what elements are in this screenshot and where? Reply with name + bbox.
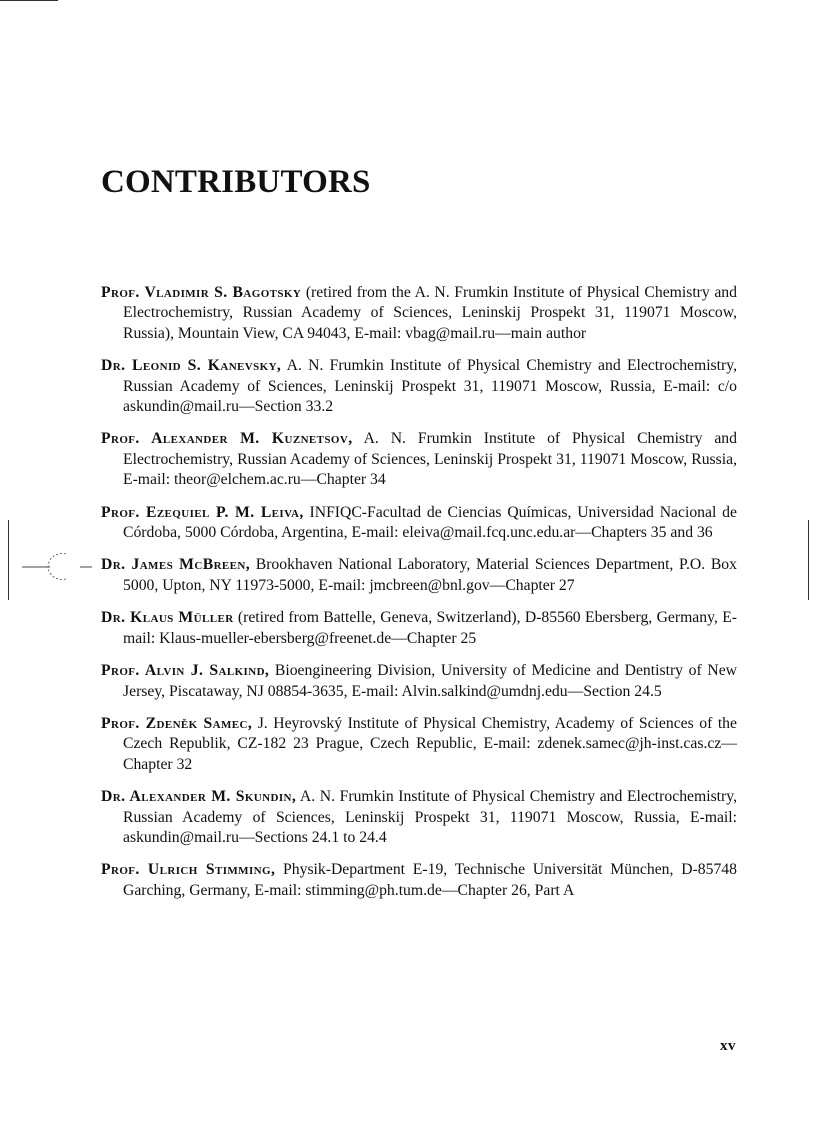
contributor-entry <box>101 429 737 490</box>
contributor-entry <box>101 503 737 544</box>
contributor-details: (retired from Battelle, Geneva, Switzerland), D-85560 Ebersberg, Germany, E-mail: Klaus-mueller-ebersberg@freenet.de—Chapter 25 <box>123 609 737 647</box>
crop-mark-top <box>0 0 58 1</box>
contributor-name: Dr. James McBreen, <box>101 556 251 574</box>
contributor-entry <box>101 283 737 344</box>
crop-mark-left <box>8 520 9 600</box>
page-number: xv <box>720 1038 736 1054</box>
contributor-details: A. N. Frumkin Institute of Physical Chemistry and Electrochemistry, Russian Academy of Sciences, Leninskij Prospekt 31, 119071 Moscow, Russia, E-mail: theor@elchem.ac.ru—Chapter 34 <box>123 430 737 489</box>
page-title: CONTRIBUTORS <box>101 164 371 200</box>
contributor-entry <box>101 860 737 901</box>
contributor-name: Dr. Leonid S. Kanevsky, <box>101 357 282 375</box>
contributor-entry <box>101 661 737 702</box>
contributor-details: Physik-Department E-19, Technische Universität München, D-85748 Garching, Germany, E-mail: stimming@ph.tum.de—Chapter 26, Part A <box>123 861 737 899</box>
contributor-details: A. N. Frumkin Institute of Physical Chemistry and Electrochemistry, Russian Academy of Sciences, Leninskij Prospekt 31, 119071 Moscow, Russia, E-mail: c/o askundin@mail.ru—Section 33.2 <box>123 357 737 416</box>
contributor-entry <box>101 356 737 417</box>
contributor-name: Dr. Klaus Müller <box>101 609 234 627</box>
contributor-details: INFIQC-Facultad de Ciencias Químicas, Universidad Nacional de Córdoba, 5000 Córdoba, Argentina, E-mail: eleiva@mail.fcq.unc.edu.ar—Chapters 35 and 36 <box>123 503 737 542</box>
contributor-name: Prof. Alvin J. Salkind, <box>101 662 270 680</box>
contributor-name: Prof. Vladimir S. Bagotsky <box>101 284 302 301</box>
registration-mark-icon <box>22 548 94 582</box>
contributor-name: Prof. Alexander M. Kuznetsov, <box>101 430 353 448</box>
contributor-details: J. Heyrovský Institute of Physical Chemistry, Academy of Sciences of the Czech Republik, CZ-182 23 Prague, Czech Republic, E-mail: zdenek.samec@jh-inst.cas.cz—Chapter 32 <box>123 714 737 773</box>
contributor-entry <box>101 787 737 848</box>
contributor-details: (retired from the A. N. Frumkin Institute of Physical Chemistry and Electrochemistry, Russian Academy of Sciences, Leninskij Prospekt 31, 119071 Moscow, Russia), Mountain View, CA 94043, E-mail: vbag@mail.ru—main author <box>123 284 737 342</box>
contributor-name: Dr. Alexander M. Skundin, <box>101 788 297 806</box>
contributor-entry <box>101 555 737 596</box>
contributor-details: A. N. Frumkin Institute of Physical Chemistry and Electrochemistry, Russian Academy of Sciences, Leninskij Prospekt 31, 119071 Moscow, Russia, E-mail: askundin@mail.ru—Sections 24.1 to 24.4 <box>123 788 737 846</box>
contributor-details: Bioengineering Division, University of Medicine and Dentistry of New Jersey, Piscataway, NJ 08854-3635, E-mail: Alvin.salkind@umdnj.edu—Section 24.5 <box>123 662 737 700</box>
crop-mark-right <box>808 520 809 600</box>
contributor-entry <box>101 608 737 649</box>
contributor-name: Prof. Ezequiel P. M. Leiva, <box>101 503 304 521</box>
contributor-entry <box>101 714 737 775</box>
contributor-name: Prof. Zdeněk Samec, <box>101 714 253 732</box>
contributor-name: Prof. Ulrich Stimming, <box>101 861 276 879</box>
contributor-list <box>101 283 737 913</box>
contributor-details: Brookhaven National Laboratory, Material Sciences Department, P.O. Box 5000, Upton, NY 11973-5000, E-mail: jmcbreen@bnl.gov—Chapter 27 <box>123 556 737 594</box>
